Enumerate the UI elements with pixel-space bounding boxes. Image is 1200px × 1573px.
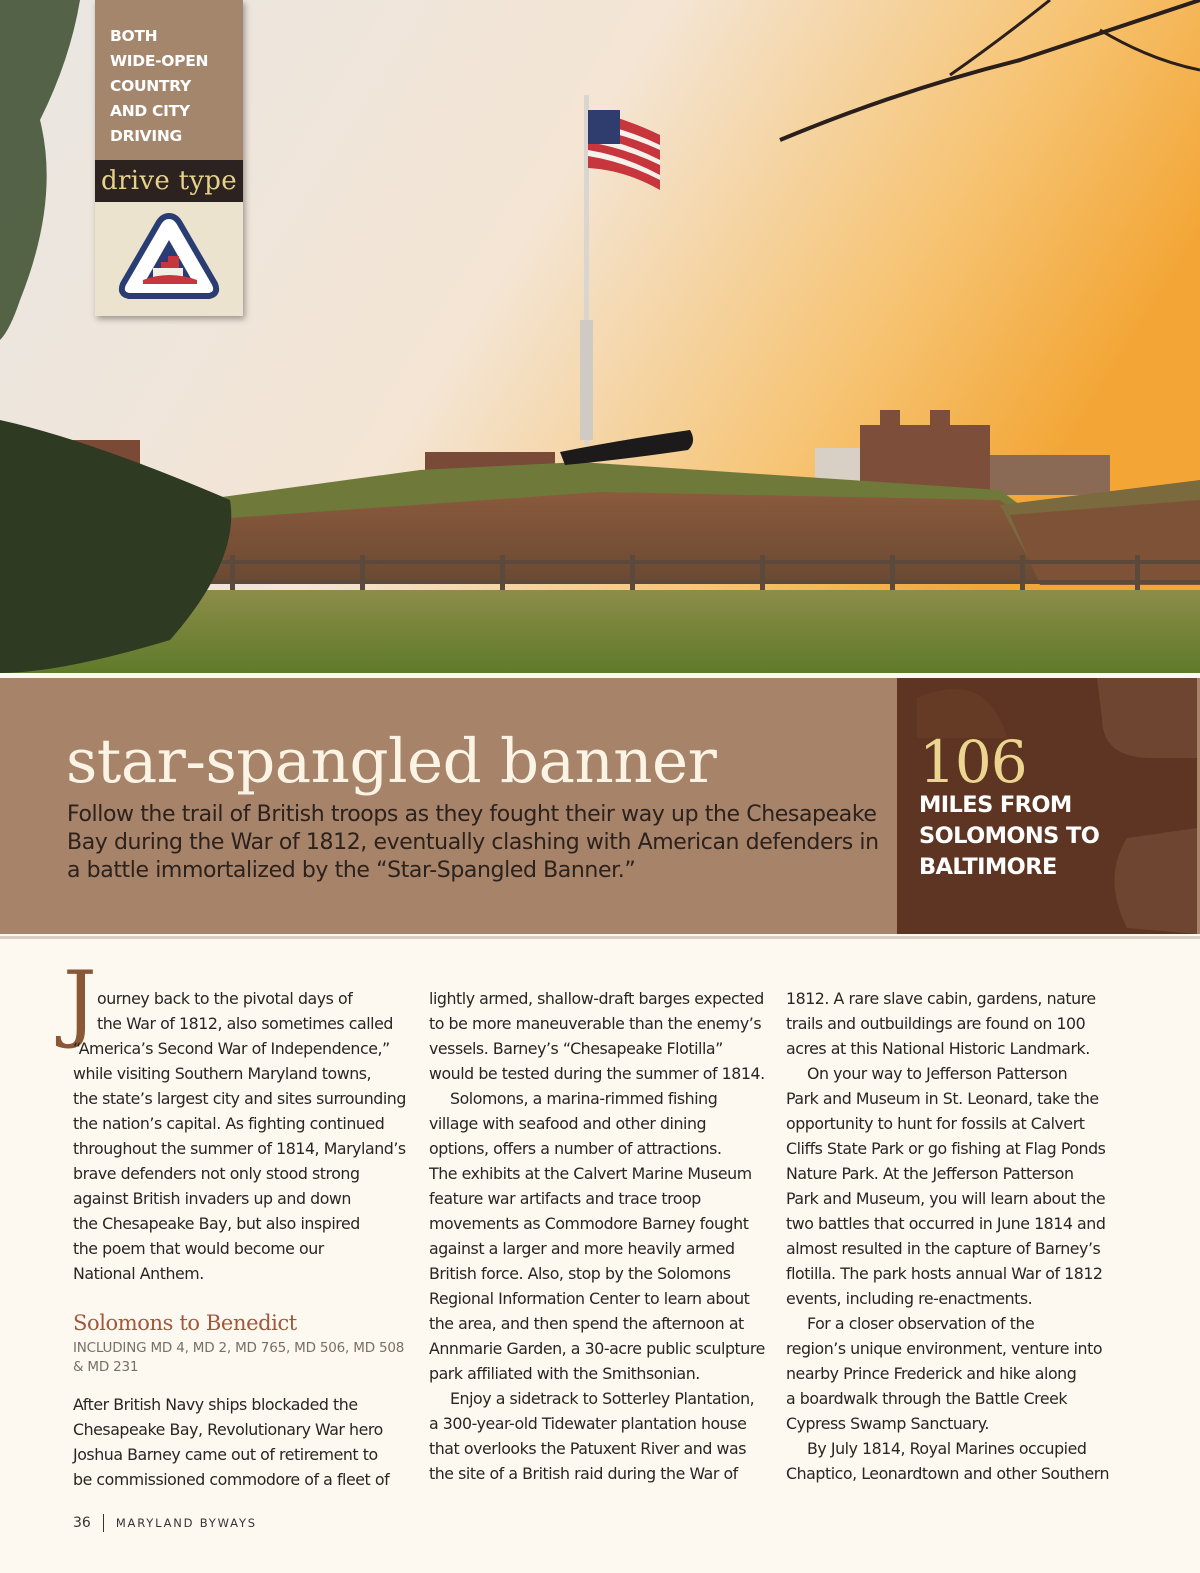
- section-paragraph: [73, 1392, 413, 1492]
- text-line: to be more maneuverable than the enemy’s: [429, 1014, 762, 1033]
- drop-cap: J: [63, 953, 97, 1051]
- text-line: the nation’s capital. As fighting continued: [73, 1114, 385, 1133]
- text-line: Chesapeake Bay, Revolutionary War hero: [73, 1420, 383, 1439]
- text-line: would be tested during the summer of 1814.: [429, 1064, 765, 1083]
- paragraph: [786, 1311, 1126, 1436]
- page-title: star-spangled banner: [66, 726, 717, 797]
- text-line: against British invaders up and down: [73, 1189, 351, 1208]
- text-line: a boardwalk through the Battle Creek: [786, 1389, 1068, 1408]
- text-line: By July 1814, Royal Marines occupied: [807, 1439, 1087, 1458]
- text-line: Nature Park. At the Jefferson Patterson: [786, 1164, 1074, 1183]
- text-line: brave defenders not only stood strong: [73, 1164, 360, 1183]
- text-line: National Anthem.: [73, 1264, 204, 1283]
- paragraph: [429, 986, 769, 1086]
- text-line: After British Navy ships blockaded the: [73, 1395, 358, 1414]
- text-line: acres at this National Historic Landmark.: [786, 1039, 1090, 1058]
- text-line: be commissioned commodore of a fleet of: [73, 1470, 390, 1489]
- text-column-3: [786, 986, 1126, 1486]
- drive-type-line: COUNTRY: [110, 77, 191, 95]
- text-line: two battles that occurred in June 1814 and: [786, 1214, 1106, 1233]
- text-line: On your way to Jefferson Patterson: [807, 1064, 1068, 1083]
- text-line: Enjoy a sidetrack to Sotterley Plantation,: [450, 1389, 755, 1408]
- section-routes: INCLUDING MD 4, MD 2, MD 765, MD 506, MD 508 & MD 231: [73, 1340, 405, 1375]
- text-line: “America’s Second War of Independence,”: [73, 1039, 390, 1058]
- hero-photo: [0, 0, 1200, 673]
- text-line: lightly armed, shallow-draft barges expected: [429, 989, 764, 1008]
- text-line: Park and Museum, you will learn about the: [786, 1189, 1106, 1208]
- text-line: The exhibits at the Calvert Marine Museum: [429, 1164, 752, 1183]
- text-line: ourney back to the pivotal days of: [97, 989, 353, 1008]
- page-footer: [73, 1514, 257, 1532]
- text-line: against a larger and more heavily armed: [429, 1239, 735, 1258]
- star-spangled-banner-trail-badge-icon: [115, 210, 223, 302]
- paragraph: [786, 1061, 1126, 1311]
- text-line: almost resulted in the capture of Barney’s: [786, 1239, 1101, 1258]
- drive-type-label: drive type: [95, 160, 243, 202]
- drive-type-description: [95, 0, 243, 160]
- text-line: while visiting Southern Maryland towns,: [73, 1064, 372, 1083]
- paragraph: [786, 986, 1126, 1061]
- drive-type-line: WIDE-OPEN: [110, 52, 209, 70]
- text-line: Regional Information Center to learn about: [429, 1289, 750, 1308]
- text-line: For a closer observation of the: [807, 1314, 1035, 1333]
- text-line: a 300-year-old Tidewater plantation house: [429, 1414, 747, 1433]
- text-line: region’s unique environment, venture into: [786, 1339, 1103, 1358]
- text-line: throughout the summer of 1814, Maryland’s: [73, 1139, 406, 1158]
- drive-type-line: DRIVING: [110, 127, 182, 145]
- text-line: the poem that would become our: [73, 1239, 324, 1258]
- text-line: village with seafood and other dining: [429, 1114, 707, 1133]
- text-line: nearby Prince Frederick and hike along: [786, 1364, 1077, 1383]
- text-line: British force. Also, stop by the Solomons: [429, 1264, 731, 1283]
- text-line: trails and outbuildings are found on 100: [786, 1014, 1086, 1033]
- text-line: the state’s largest city and sites surrounding: [73, 1089, 406, 1108]
- text-line: the Chesapeake Bay, but also inspired: [73, 1214, 360, 1233]
- text-line: Annmarie Garden, a 30-acre public sculpture: [429, 1339, 765, 1358]
- text-line: Park and Museum in St. Leonard, take the: [786, 1089, 1099, 1108]
- footer-separator: [103, 1514, 104, 1532]
- section-heading: Solomons to Benedict: [73, 1311, 297, 1335]
- text-line: Chaptico, Leonardtown and other Southern: [786, 1464, 1110, 1483]
- text-line: Cliffs State Park or go fishing at Flag Ponds: [786, 1139, 1106, 1158]
- text-line: the site of a British raid during the War of: [429, 1464, 738, 1483]
- paragraph: [786, 1436, 1126, 1486]
- text-line: the area, and then spend the afternoon at: [429, 1314, 744, 1333]
- drive-type-line: AND CITY: [110, 102, 190, 120]
- mileage-number: 106: [919, 728, 1027, 796]
- text-line: Cypress Swamp Sanctuary.: [786, 1414, 989, 1433]
- paragraph: [429, 1086, 769, 1386]
- text-line: Joshua Barney came out of retirement to: [73, 1445, 378, 1464]
- text-line: the War of 1812, also sometimes called: [97, 1014, 393, 1033]
- text-column-1: [73, 986, 413, 1492]
- text-line: vessels. Barney’s “Chesapeake Flotilla”: [429, 1039, 723, 1058]
- text-line: feature war artifacts and trace troop: [429, 1189, 701, 1208]
- text-line: flotilla. The park hosts annual War of 1812: [786, 1264, 1103, 1283]
- text-column-2: [429, 986, 769, 1486]
- text-line: opportunity to hunt for fossils at Calvert: [786, 1114, 1085, 1133]
- text-line: movements as Commodore Barney fought: [429, 1214, 749, 1233]
- text-line: Solomons, a marina-rimmed fishing: [450, 1089, 718, 1108]
- drive-type-line: BOTH: [110, 27, 158, 45]
- page-number: 36: [73, 1515, 91, 1531]
- mileage-box: [897, 678, 1197, 934]
- text-line: events, including re-enactments.: [786, 1289, 1033, 1308]
- publication-name: MARYLAND BYWAYS: [115, 1516, 257, 1530]
- text-line: 1812. A rare slave cabin, gardens, nature: [786, 989, 1096, 1008]
- intro-paragraph: [73, 986, 413, 1286]
- page-subtitle: Follow the trail of British troops as they fought their way up the Chesapeake Bay during the War of 1812, eventually clashing with American defenders in a battle immortalized by the “Star-Spangled Banner.”: [67, 802, 879, 883]
- divider: [0, 936, 1200, 939]
- text-line: that overlooks the Patuxent River and was: [429, 1439, 746, 1458]
- drive-type-tag: [95, 0, 243, 316]
- paragraph: [429, 1386, 769, 1486]
- mileage-text: MILES FROM SOLOMONS TO BALTIMORE: [919, 792, 1100, 880]
- text-line: options, offers a number of attractions.: [429, 1139, 722, 1158]
- text-line: park affiliated with the Smithsonian.: [429, 1364, 700, 1383]
